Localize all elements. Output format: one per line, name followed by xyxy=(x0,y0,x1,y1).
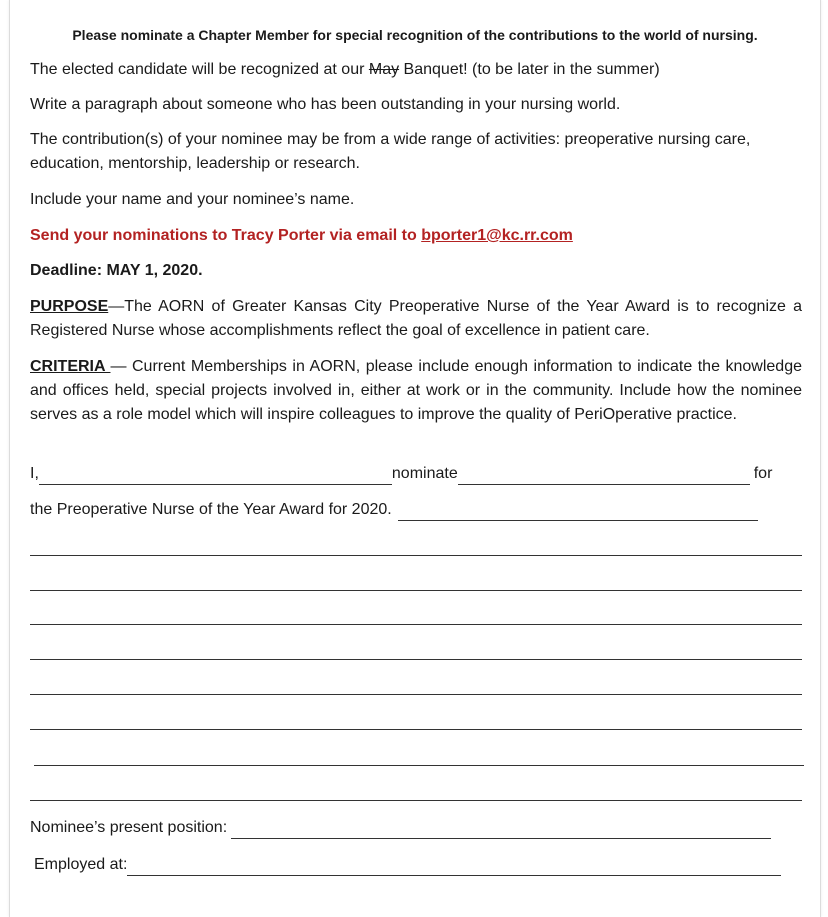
elected-candidate-line xyxy=(30,58,802,82)
purpose-text: —The AORN of Greater Kansas City Preoperative Nurse of the Year Award is to recognize a Registered Nurse whose accomplishments reflect the goal of excellence in patient care. xyxy=(30,298,802,339)
writing-line-6[interactable] xyxy=(30,729,802,730)
paragraph-instruction: Write a paragraph about someone who has been outstanding in your nursing world. xyxy=(30,96,621,113)
form-title: Please nominate a Chapter Member for special recognition of the contributions to the world of nursing. xyxy=(72,27,758,43)
elected-text-start: The elected candidate will be recognized at our xyxy=(30,61,369,78)
criteria-text: — Current Memberships in AORN, please include enough information to indicate the knowledge and offices held, special projects involved in, either at work or in the community. Include how the nominee serves as a role model which will inspire colleagues to improve the quality of PeriOperative practice. xyxy=(30,358,803,423)
writing-line-3[interactable] xyxy=(30,624,802,625)
position-label: Nominee’s present position: xyxy=(30,819,228,836)
purpose-label: PURPOSE xyxy=(30,298,109,315)
i-label: I, xyxy=(30,465,39,482)
contribution-instruction: The contribution(s) of your nominee may be from a wide range of activities: preoperative nursing care, education, mentorship, leadership or research. xyxy=(30,131,751,172)
position-row xyxy=(30,817,802,839)
nominator-name-field[interactable] xyxy=(39,467,392,485)
purpose-paragraph xyxy=(30,295,802,343)
struck-month: May xyxy=(368,61,400,78)
criteria-label: CRITERIA xyxy=(30,358,111,375)
send-nominations-line xyxy=(30,224,802,248)
writing-line-7[interactable] xyxy=(34,765,804,766)
writing-line-1[interactable] xyxy=(30,555,802,556)
deadline: Deadline: MAY 1, 2020. xyxy=(30,262,203,279)
nominate-row xyxy=(30,463,802,485)
nominate-label: nominate xyxy=(391,465,458,482)
for-label: for xyxy=(753,465,773,482)
writing-line-5[interactable] xyxy=(30,694,802,695)
writing-line-4[interactable] xyxy=(30,659,802,660)
nominee-name-field[interactable] xyxy=(458,467,750,485)
nomination-form-page xyxy=(9,0,821,917)
employer-field[interactable] xyxy=(127,858,781,876)
employed-label: Employed at: xyxy=(34,856,128,873)
writing-line-8[interactable] xyxy=(30,800,802,801)
email-link[interactable]: bporter1@kc.rr.com xyxy=(421,227,573,244)
include-names-instruction: Include your name and your nominee’s name. xyxy=(30,191,355,208)
elected-text-end: Banquet! (to be later in the summer) xyxy=(399,61,660,78)
award-row xyxy=(30,499,802,521)
employed-row xyxy=(34,854,806,876)
award-paragraph-field[interactable] xyxy=(398,503,758,521)
writing-line-2[interactable] xyxy=(30,590,802,591)
award-line-text: the Preoperative Nurse of the Year Award for 2020. xyxy=(30,501,392,518)
criteria-paragraph xyxy=(30,355,802,427)
nominee-position-field[interactable] xyxy=(231,821,771,839)
send-text: Send your nominations to Tracy Porter via email to xyxy=(30,227,422,244)
